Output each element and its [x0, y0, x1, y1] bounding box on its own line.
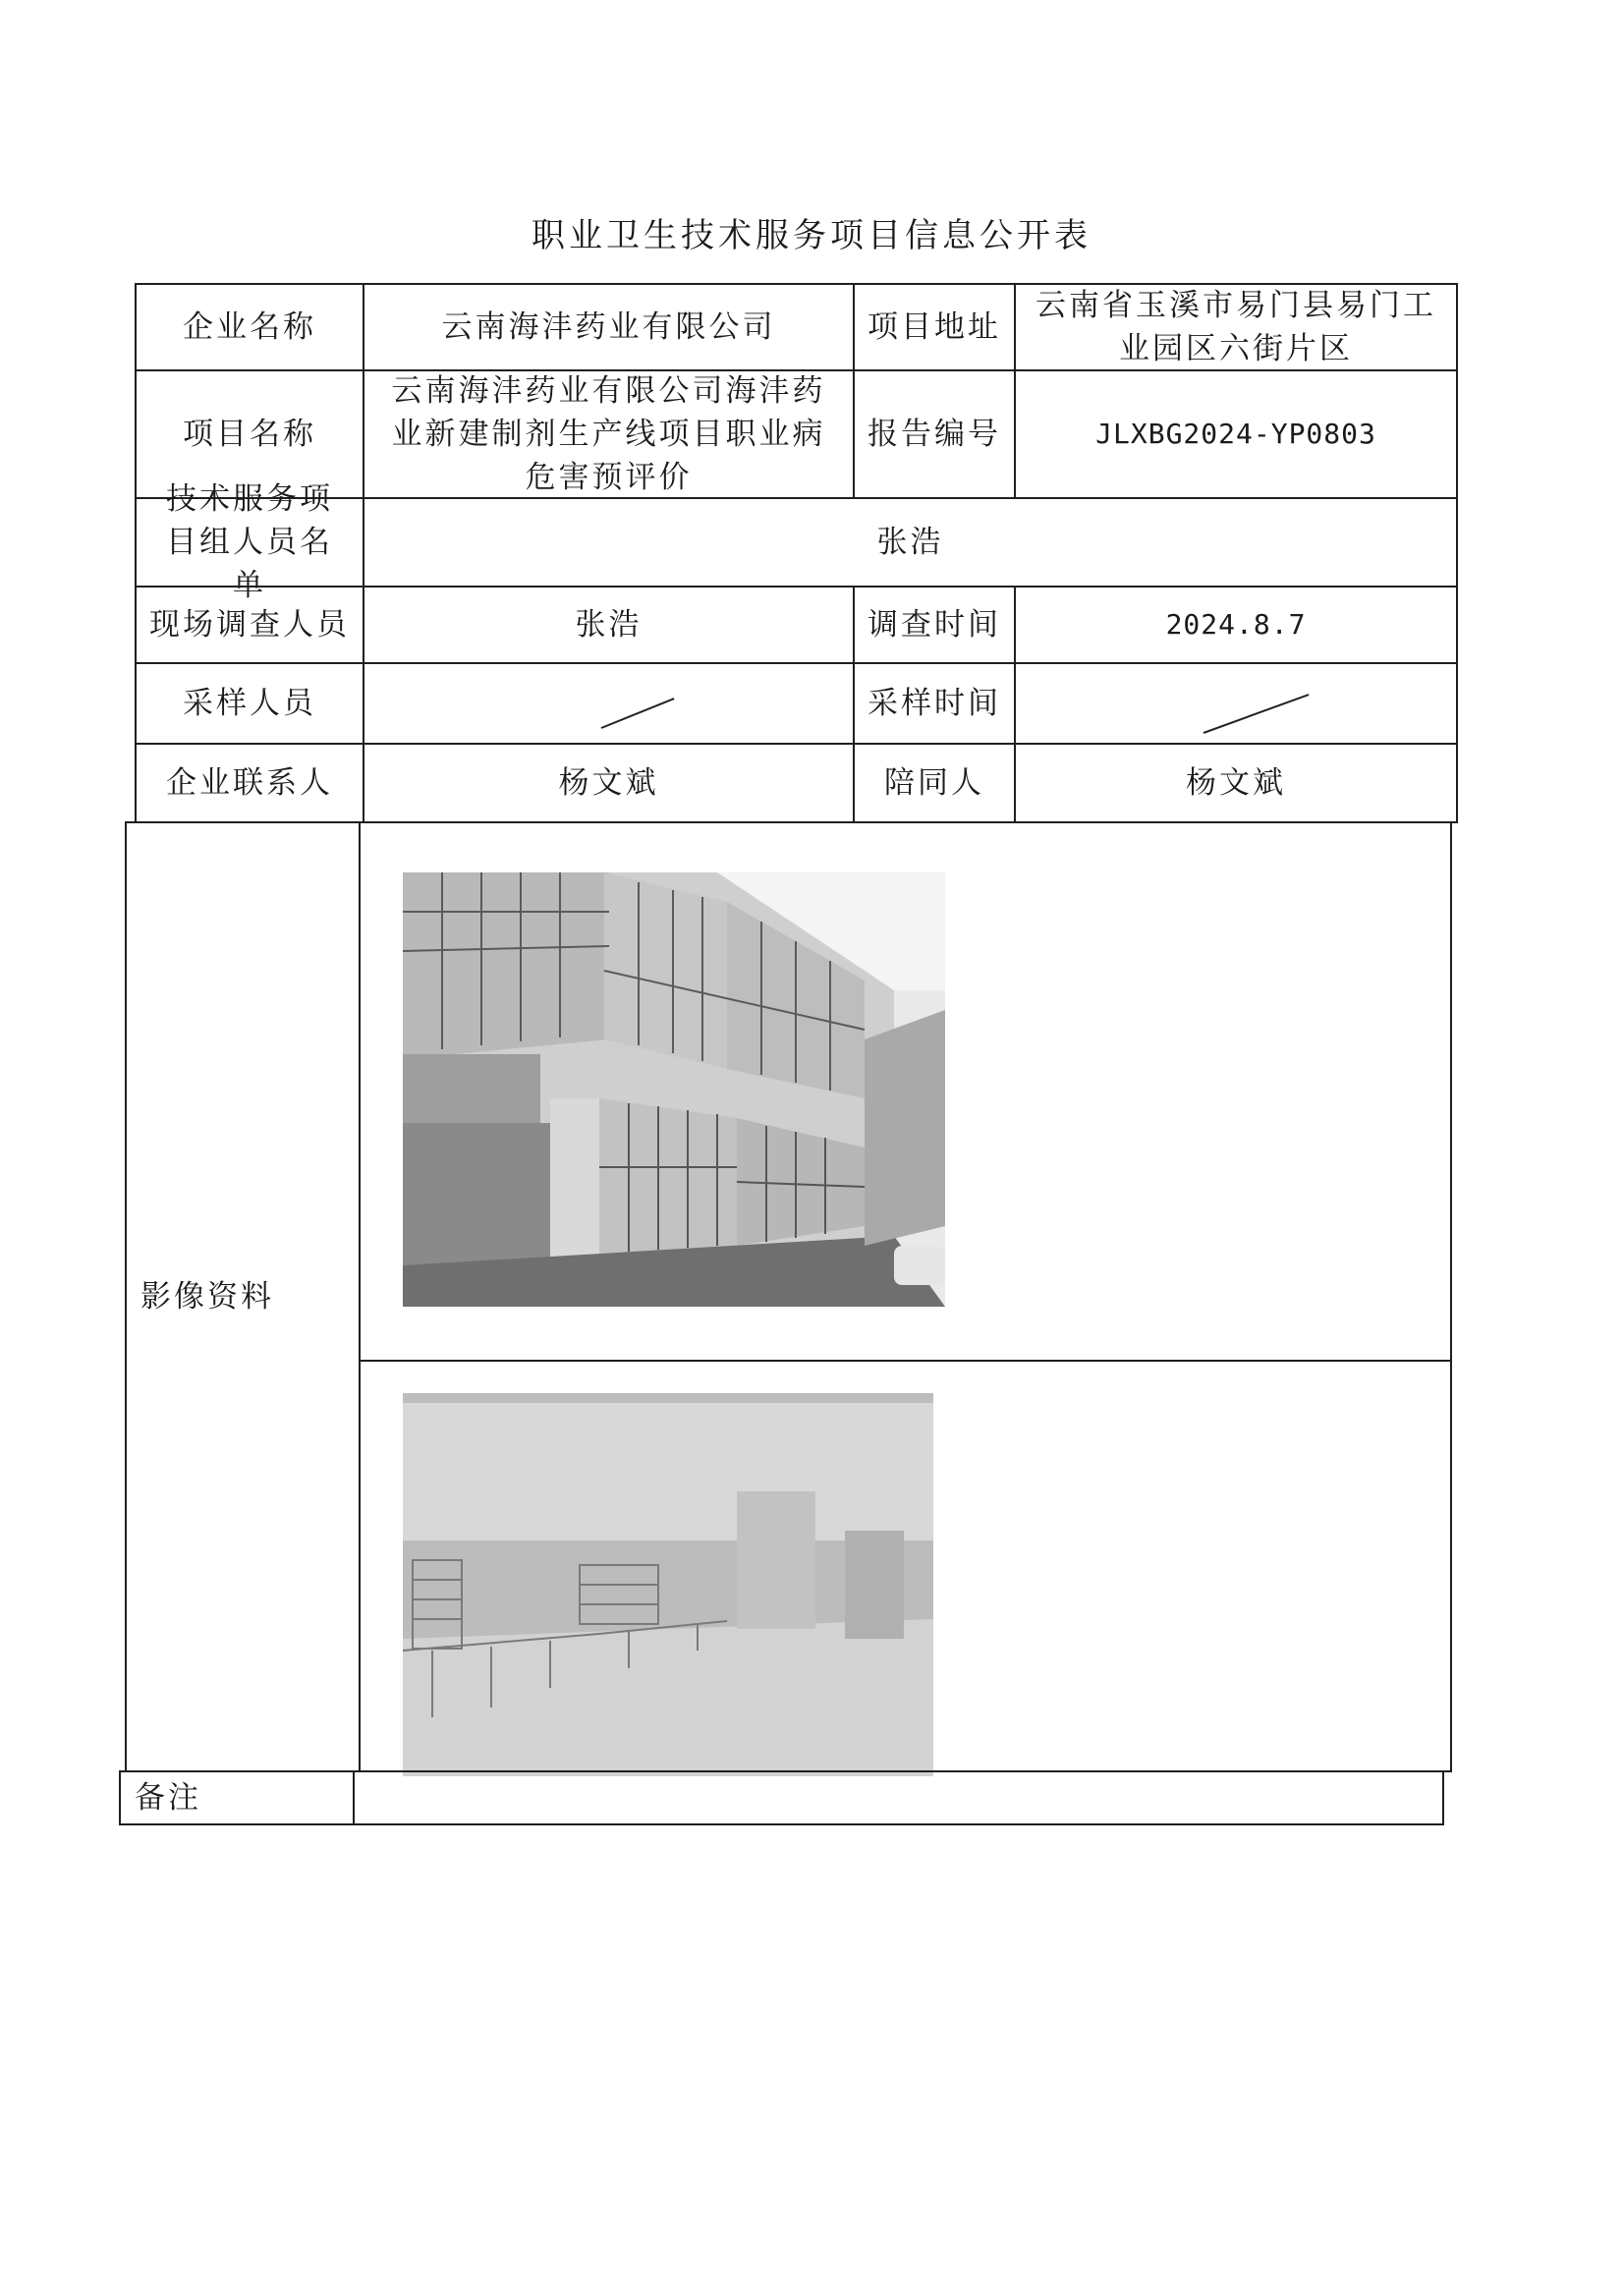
- project-address-value-text: 云南省玉溪市易门县易门工业园区六街片区: [1035, 288, 1436, 366]
- investigation-time-label-text: 调查时间: [867, 607, 1001, 643]
- images-label-text: 影像资料: [140, 1279, 274, 1315]
- team-members-label: [135, 481, 364, 603]
- investigation-time-label: [853, 586, 1016, 664]
- sampling-staff-label: [135, 662, 364, 745]
- workshop-interior-photo: [403, 1393, 933, 1776]
- sampling-time-label: [853, 662, 1016, 745]
- remarks-value: [353, 1770, 1444, 1825]
- sampling-staff-value: [363, 662, 855, 745]
- project-name-label-text: 项目名称: [183, 417, 316, 452]
- accompanying-person-label: [853, 743, 1016, 823]
- field-investigator-value: [363, 586, 855, 664]
- investigation-time-value-text: 2024.8.7: [1165, 608, 1307, 641]
- project-address-value: [1014, 283, 1458, 371]
- project-address-label-text: 项目地址: [867, 309, 1001, 345]
- team-members-value: [363, 497, 1458, 588]
- project-address-label: [853, 283, 1016, 371]
- remarks-label: [119, 1770, 355, 1825]
- building-exterior-photo: [403, 872, 945, 1307]
- field-investigator-value-text: 张浩: [575, 607, 643, 643]
- report-number-label-text: 报告编号: [867, 417, 1001, 452]
- team-members-value-text: 张浩: [876, 525, 944, 560]
- company-contact-label-text: 企业联系人: [166, 765, 333, 801]
- company-contact-value-text: 杨文斌: [558, 765, 659, 801]
- accompanying-person-value-text: 杨文斌: [1186, 765, 1286, 801]
- company-name-label-text: 企业名称: [183, 309, 316, 345]
- company-name-value: [363, 283, 855, 371]
- accompanying-person-value: [1014, 743, 1458, 823]
- sampling-time-label-text: 采样时间: [867, 686, 1001, 721]
- images-label: [125, 821, 361, 1772]
- project-name-value-text: 云南海沣药业有限公司海沣药业新建制剂生产线项目职业病危害预评价: [391, 373, 826, 495]
- report-number-label: [853, 369, 1016, 499]
- remarks-label-text: 备注: [135, 1780, 201, 1816]
- company-contact-label: [135, 743, 364, 823]
- sampling-time-value: [1014, 662, 1458, 745]
- company-name-label: [135, 283, 364, 371]
- company-contact-value: [363, 743, 855, 823]
- report-number-value-text: JLXBG2024-YP0803: [1095, 418, 1376, 450]
- field-investigator-label-text: 现场调查人员: [149, 607, 350, 643]
- field-investigator-label: [135, 586, 364, 664]
- investigation-time-value: [1014, 586, 1458, 664]
- accompanying-person-label-text: 陪同人: [884, 765, 984, 801]
- report-number-value: [1014, 369, 1458, 499]
- sampling-staff-label-text: 采样人员: [183, 686, 316, 721]
- project-name-value: [363, 369, 855, 499]
- page-title: 职业卫生技术服务项目信息公开表: [532, 216, 1091, 255]
- team-members-label-text: 技术服务项目组人员名单: [166, 481, 333, 603]
- company-name-value-text: 云南海沣药业有限公司: [441, 309, 776, 345]
